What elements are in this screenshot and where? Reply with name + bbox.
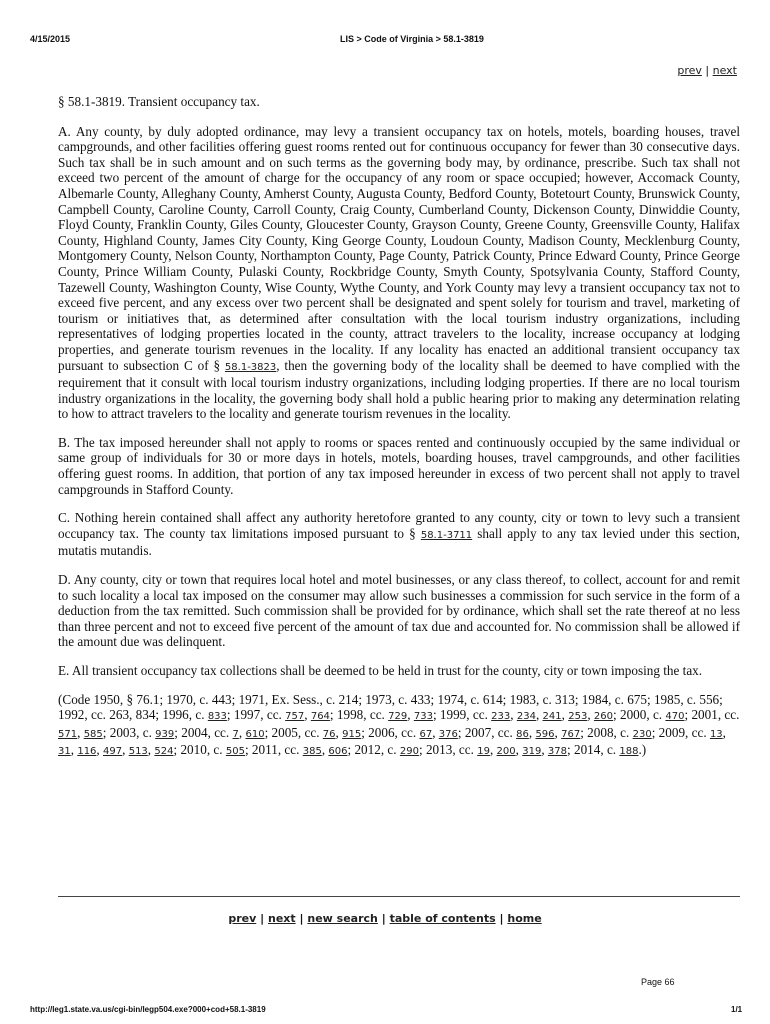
nav-separator: | [705,64,710,77]
history-text: , [489,742,497,758]
chapter-link[interactable]: 385 [302,746,322,758]
history-text: ; 2007, cc. [457,724,517,740]
chapter-link[interactable]: 729 [388,711,408,723]
breadcrumb: LIS > Code of Virginia > 58.1-3819 [340,34,484,44]
chapter-link[interactable]: 200 [496,746,516,758]
chapter-link[interactable]: 764 [310,711,330,723]
chapter-link[interactable]: 376 [438,728,458,740]
chapter-link[interactable]: 290 [399,746,419,758]
chapter-link[interactable]: 13 [709,728,723,740]
next-link[interactable]: next [712,64,737,77]
history-text: , [96,742,104,758]
subsection-b: B. The tax imposed hereunder shall not apply to rooms or spaces rented and continuously occupied by the same individual or same group of individuals for 30 or more days in hotels, motels, boarding houses, travel campgrounds, and other facilities offering guest rooms. In addition, that portion of any tax imposed hereunder in excess of two percent shall not apply to travel campgrounds in Stafford County. [58,434,740,497]
subsection-a [58,124,740,422]
history-text: (Code 1950, § 76.1; 1970, c. 443; 1971, Ex. Sess., c. 214; 1973, c. 433; 1974, c. 614; 1983, c. 313; 1984, c. 675; 1985, c. 556; 1992, cc. 263, 834; 1996, c. [58,691,723,723]
history-text: , [554,724,562,740]
history-text: ; 2005, cc. [264,724,323,740]
chapter-link[interactable]: 319 [522,746,542,758]
history-text: , [535,707,543,723]
history-text: , [432,724,439,740]
chapter-link[interactable]: 585 [83,728,103,740]
history-text: .) [638,742,647,758]
prev-link[interactable]: prev [677,64,702,77]
history-text: , [147,742,155,758]
nav-separator: | [381,912,386,925]
subsection-c-text-cont: shall apply to any tax levied under this section, mutatis mutandis. [58,525,740,559]
chapter-link[interactable]: 116 [77,746,97,758]
nav-separator: | [260,912,265,925]
history-text: , [238,724,246,740]
subsection-a-text-cont: , then the governing body of the locality shall be deemed to have complied with the requirement that it consult with local tourism industry organizations, including lodging properties. If there are no local tourism industry organizations in the locality, the governing body shall hold a public hearing prior to making any determination relating to how to attract travelers to the locality and generate tourism revenues in the locality. [58,357,740,422]
chapter-link[interactable]: 86 [516,728,529,740]
chapter-link[interactable]: 606 [328,746,348,758]
chapter-link[interactable]: 234 [516,711,536,723]
chapter-link[interactable]: 230 [632,728,652,740]
chapter-link[interactable]: 524 [154,746,174,758]
section-title: § 58.1-3819. Transient occupancy tax. [58,94,260,109]
chapter-link[interactable]: 7 [232,728,239,740]
history-text: , [541,742,548,758]
statute-body [58,94,740,773]
section-link-58-1-3711[interactable]: 58.1-3711 [420,529,473,541]
history-text: ; 2001, cc. [684,707,740,723]
history-text: ; 2012, c. [347,742,400,758]
history-text: ; 2000, c. [613,707,666,723]
bottom-nav [0,912,770,925]
history-text: , [510,707,517,723]
history-text: , [77,724,84,740]
history-text: ; 1999, cc. [432,707,492,723]
chapter-link[interactable]: 260 [593,711,614,723]
subsection-c [58,510,740,559]
history-text: ; 2010, c. [173,742,226,758]
history-text: ; 2009, cc. [651,724,710,740]
history-text: ; 2008, c. [580,724,633,740]
history-text: ; 1997, cc. [226,707,286,723]
history-text: , [70,742,78,758]
chapter-link[interactable]: 505 [225,746,245,758]
top-nav [677,64,737,77]
history-text: ; 2014, c. [567,742,620,758]
chapter-link[interactable]: 233 [491,711,511,723]
table-of-contents-link[interactable]: table of contents [389,912,496,925]
chapter-link[interactable]: 571 [58,728,78,740]
history-text: , [321,742,329,758]
nav-separator: | [299,912,304,925]
subsection-d: D. Any county, city or town that requires local hotel and motel businesses, or any class thereof, to collect, account for and remit to such locality a local tax imposed on the consumer may allow such businesses a commission for such service in the form of a deduction from the tax remitted. Such commission shall be provided for by ordinance, which shall set the rate thereof at no less than three percent and not to exceed five percent of the amount of tax due and accounted for. No commission shall be allowed if the amount due was delinquent. [58,572,740,650]
history-text: , [515,742,523,758]
history-text: , [122,742,129,758]
history-text: , [587,707,594,723]
chapter-link[interactable]: 733 [413,711,433,723]
chapter-link[interactable]: 939 [155,728,175,740]
history-text: ; 1998, cc. [329,707,389,723]
history-text: , [528,724,536,740]
subsection-c-text: C. Nothing herein contained shall affect any authority heretofore granted to any county, city or town to levy such a transient occupancy tax. The county tax limitations imposed pursuant to § [58,510,740,541]
chapter-link[interactable]: 31 [58,746,71,758]
chapter-link[interactable]: 253 [568,711,588,723]
history-text: , [304,707,311,723]
history-text: ; 2013, cc. [418,742,478,758]
chapter-link[interactable]: 67 [419,728,433,740]
chapter-link[interactable]: 76 [322,728,336,740]
print-page-count: 1/1 [731,1005,743,1014]
chapter-link[interactable]: 596 [535,728,555,740]
subsection-a-text: A. Any county, by duly adopted ordinance, may levy a transient occupancy tax on hotels, motels, boarding houses, travel campgrounds, and other facilities offering guest rooms rented out for continuous occupancy for fewer than 30 consecutive days. Such tax shall be in such amount and on such terms as the governing body may, by ordinance, prescribe. Such tax shall not exceed two percent of the amount of charge for the occupancy of any room or space occupied; however, Accomack County, Albemarle County, Alleghany County, Amherst County, Augusta County, Bedford County, Botetourt County, Brunswick County, Campbell County, Caroline County, Carroll County, Craig County, Cumberland County, Dickenson County, Dinwiddie County, Floyd County, Franklin County, Giles County, Gloucester County, Grayson County, Greene County, Greensville County, Halifax County, Highland County, James City County, King George County, Loudoun County, Madison County, Mecklenburg County, Montgomery County, Nelson County, Northampton County, Page County, Patrick County, Prince Edward County, Prince George County, Prince William County, Pulaski County, Rockbridge County, Smyth County, Spotsylvania County, Stafford County, Tazewell County, Washington County, Wise County, Wythe County, and York County may levy a transient occupancy tax not to exceed five percent, and any excess over two percent shall be designated and spent solely for tourism and travel, marketing of tourism or initiatives that, as determined after consultation with the local tourism industry organizations, including representatives of lodging properties located in the county, attract travelers to the locality, increase occupancy at lodging properties, and generate tourism revenues in the locality. If any locality has enacted an additional transient occupancy tax pursuant to subsection C of § [58,123,740,373]
section-link-58-1-3823[interactable]: 58.1-3823 [224,361,277,373]
chapter-link[interactable]: 757 [285,711,305,723]
chapter-link[interactable]: 513 [128,746,148,758]
new-search-link[interactable]: new search [307,912,378,925]
home-link[interactable]: home [507,912,542,925]
chapter-link[interactable]: 915 [342,728,362,740]
history-citation [58,692,740,760]
divider [58,896,740,897]
chapter-link[interactable]: 470 [665,711,685,723]
chapter-link[interactable]: 497 [103,746,123,758]
chapter-link[interactable]: 833 [207,711,227,723]
chapter-link[interactable]: 188 [619,746,639,758]
history-text: , [407,707,414,723]
history-text: ; 2006, cc. [361,724,420,740]
history-text: ; 2004, cc. [174,724,233,740]
chapter-link[interactable]: 241 [542,711,562,723]
history-text: ; 2003, c. [102,724,156,740]
bottom-next-link[interactable]: next [267,912,296,925]
print-url: http://leg1.state.va.us/cgi-bin/legp504.exe?000+cod+58.1-3819 [30,1005,266,1014]
chapter-link[interactable]: 767 [561,728,581,740]
chapter-link[interactable]: 378 [547,746,568,758]
page-number: Page 66 [641,977,675,987]
history-text: , [335,724,343,740]
history-text: , [722,724,726,740]
print-date: 4/15/2015 [30,34,71,44]
chapter-link[interactable]: 19 [477,746,490,758]
history-text: , [561,707,569,723]
nav-separator: | [499,912,504,925]
subsection-e: E. All transient occupancy tax collections shall be deemed to be held in trust for the county, city or town imposing the tax. [58,663,703,678]
history-text: ; 2011, cc. [244,742,303,758]
bottom-prev-link[interactable]: prev [228,912,257,925]
chapter-link[interactable]: 610 [245,728,265,740]
